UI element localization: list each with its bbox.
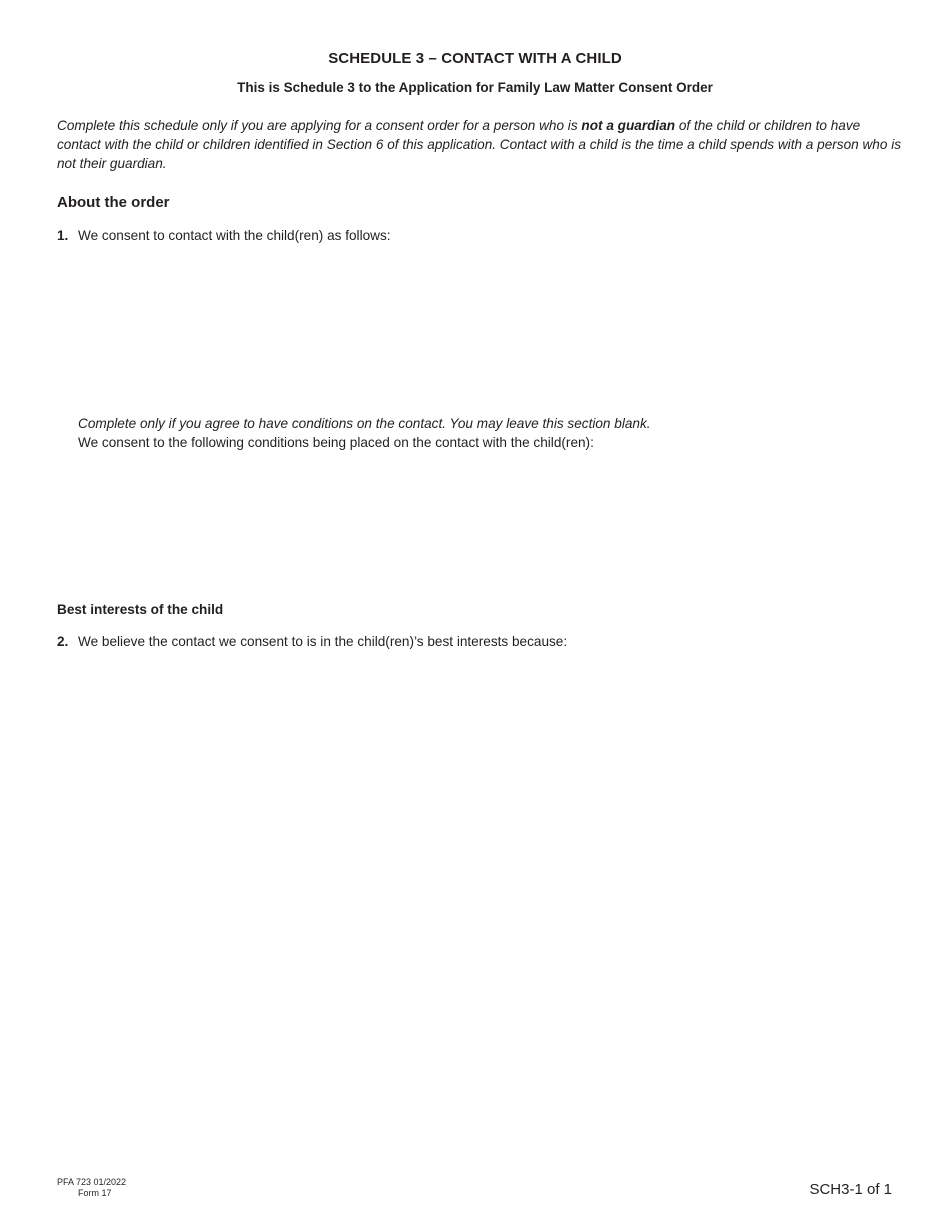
best-interests-field[interactable] bbox=[78, 658, 902, 1158]
item-1-text: We consent to contact with the child(ren) as follows: bbox=[78, 228, 391, 243]
contact-details-field[interactable] bbox=[78, 252, 902, 407]
conditions-field[interactable] bbox=[78, 458, 902, 593]
page-number: SCH3-1 of 1 bbox=[809, 1181, 892, 1198]
intro-instructions bbox=[57, 117, 902, 173]
item-2-text: We believe the contact we consent to is in the child(ren)’s best interests because: bbox=[78, 634, 568, 649]
best-interests-heading: Best interests of the child bbox=[57, 602, 224, 617]
conditions-text: We consent to the following conditions being placed on the contact with the child(ren): bbox=[78, 435, 594, 450]
conditions-note: Complete only if you agree to have conditions on the contact. You may leave this section blank. bbox=[78, 416, 651, 431]
item-1-number: 1. bbox=[57, 228, 69, 243]
footer-form-line: Form 17 bbox=[78, 1188, 112, 1198]
intro-emphasis: not a guardian bbox=[581, 118, 676, 133]
schedule-subtitle: This is Schedule 3 to the Application for Family Law Matter Consent Order bbox=[237, 80, 713, 95]
about-order-heading: About the order bbox=[57, 194, 170, 211]
footer-form-code bbox=[57, 1177, 126, 1199]
schedule-title: SCHEDULE 3 – CONTACT WITH A CHILD bbox=[328, 50, 622, 67]
intro-part2: of the child or children to have contact with the child or children identified in Section 6 of this application. Contact with a child is the time a child spends with a person who is not their guardian. bbox=[57, 118, 902, 171]
item-2-number: 2. bbox=[57, 634, 69, 649]
intro-part1: Complete this schedule only if you are applying for a consent order for a person who is bbox=[57, 118, 582, 133]
footer-code-line: PFA 723 01/2022 bbox=[57, 1177, 127, 1187]
